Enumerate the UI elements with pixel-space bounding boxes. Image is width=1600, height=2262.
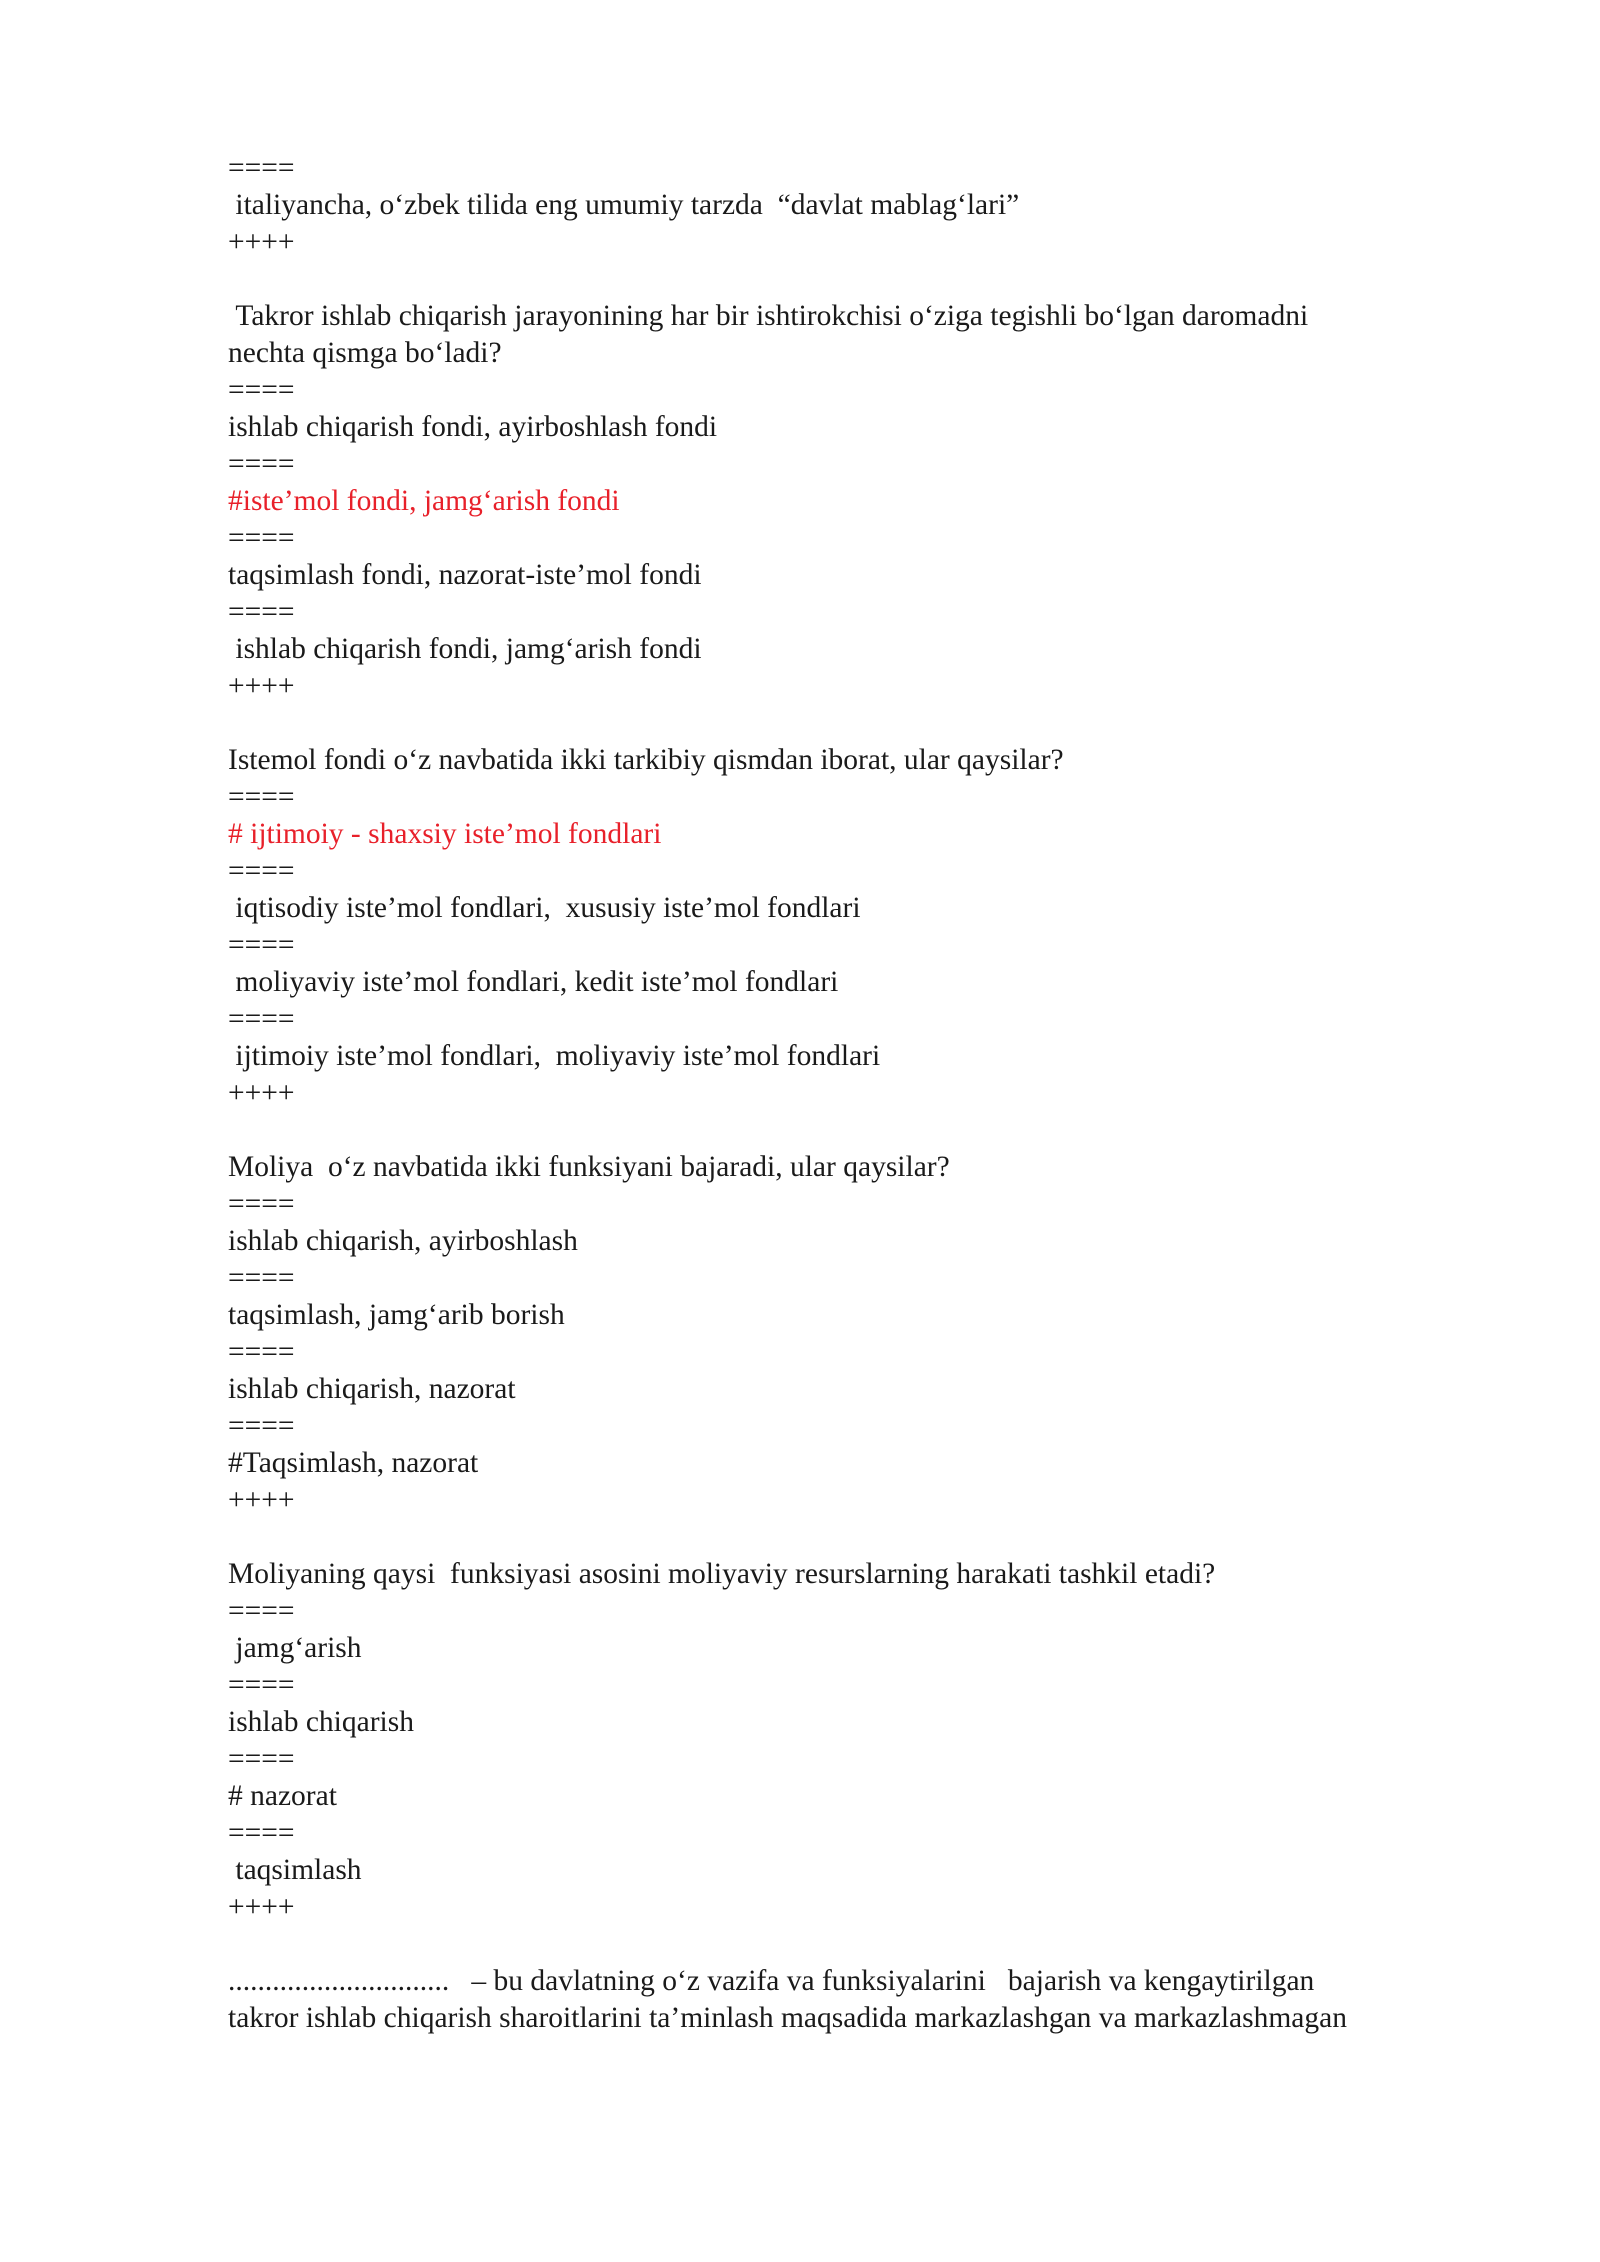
- separator-line: ====: [228, 1595, 295, 1627]
- answer-option: ishlab chiqarish, nazorat: [228, 1373, 516, 1405]
- answer-option: taqsimlash: [228, 1854, 362, 1886]
- separator-line: ====: [228, 1410, 295, 1442]
- document-body: [228, 150, 1468, 2037]
- blank-line: [228, 1926, 1468, 1963]
- answer-option: moliyaviy iste’mol fondlari, kedit iste’mol fondlari: [228, 966, 839, 998]
- answer-option: ishlab chiqarish fondi, jamg‘arish fondi: [228, 633, 702, 665]
- answer-option: #Taqsimlash, nazorat: [228, 1447, 479, 1479]
- separator-line: ====: [228, 929, 295, 961]
- answer-option: taqsimlash fondi, nazorat-iste’mol fondi: [228, 559, 702, 591]
- separator-line: ====: [228, 374, 295, 406]
- correct-answer-option: #iste’mol fondi, jamg‘arish fondi: [228, 485, 620, 517]
- question-text: Istemol fondi o‘z navbatida ikki tarkibiy qismdan iborat, ular qaysilar?: [228, 744, 1064, 776]
- question-text: .............................. – bu davlatning o‘z vazifa va funksiyalarini bajarish va kengaytirilgan takror ishlab chiqarish sharoitlarini ta’minlash maqsadida markazlashgan va markazlashmagan: [228, 1965, 1347, 2034]
- answer-option: ijtimoiy iste’mol fondlari, moliyaviy iste’mol fondlari: [228, 1040, 881, 1072]
- separator-line: ====: [228, 1817, 295, 1849]
- separator-line: ====: [228, 448, 295, 480]
- blank-line: [228, 705, 1468, 742]
- end-marker-line: ++++: [228, 1077, 295, 1109]
- answer-option: iqtisodiy iste’mol fondlari, xususiy iste’mol fondlari: [228, 892, 861, 924]
- separator-line: ====: [228, 1743, 295, 1775]
- answer-option: jamg‘arish: [228, 1632, 362, 1664]
- answer-option: ishlab chiqarish, ayirboshlash: [228, 1225, 578, 1257]
- separator-line: ====: [228, 152, 295, 184]
- blank-line: [228, 1112, 1468, 1149]
- separator-line: ====: [228, 1188, 295, 1220]
- end-marker-line: ++++: [228, 1484, 295, 1516]
- separator-line: ====: [228, 596, 295, 628]
- answer-option: ishlab chiqarish fondi, ayirboshlash fondi: [228, 411, 718, 443]
- question-text: Moliyaning qaysi funksiyasi asosini moliyaviy resurslarning harakati tashkil etadi?: [228, 1558, 1216, 1590]
- answer-option: italiyancha, o‘zbek tilida eng umumiy tarzda “davlat mablag‘lari”: [228, 189, 1020, 221]
- answer-option: ishlab chiqarish: [228, 1706, 414, 1738]
- end-marker-line: ++++: [228, 1891, 295, 1923]
- answer-option: # nazorat: [228, 1780, 337, 1812]
- question-text: Moliya o‘z navbatida ikki funksiyani bajaradi, ular qaysilar?: [228, 1151, 950, 1183]
- blank-line: [228, 1519, 1468, 1556]
- blank-line: [228, 261, 1468, 298]
- separator-line: ====: [228, 522, 295, 554]
- separator-line: ====: [228, 1262, 295, 1294]
- separator-line: ====: [228, 1003, 295, 1035]
- end-marker-line: ++++: [228, 226, 295, 258]
- question-text: Takror ishlab chiqarish jarayonining har bir ishtirokchisi o‘ziga tegishli bo‘lgan daromadni nechta qismga bo‘ladi?: [228, 300, 1309, 369]
- separator-line: ====: [228, 855, 295, 887]
- end-marker-line: ++++: [228, 670, 295, 702]
- answer-option: taqsimlash, jamg‘arib borish: [228, 1299, 565, 1331]
- separator-line: ====: [228, 1336, 295, 1368]
- separator-line: ====: [228, 781, 295, 813]
- separator-line: ====: [228, 1669, 295, 1701]
- correct-answer-option: # ijtimoiy - shaxsiy iste’mol fondlari: [228, 818, 662, 850]
